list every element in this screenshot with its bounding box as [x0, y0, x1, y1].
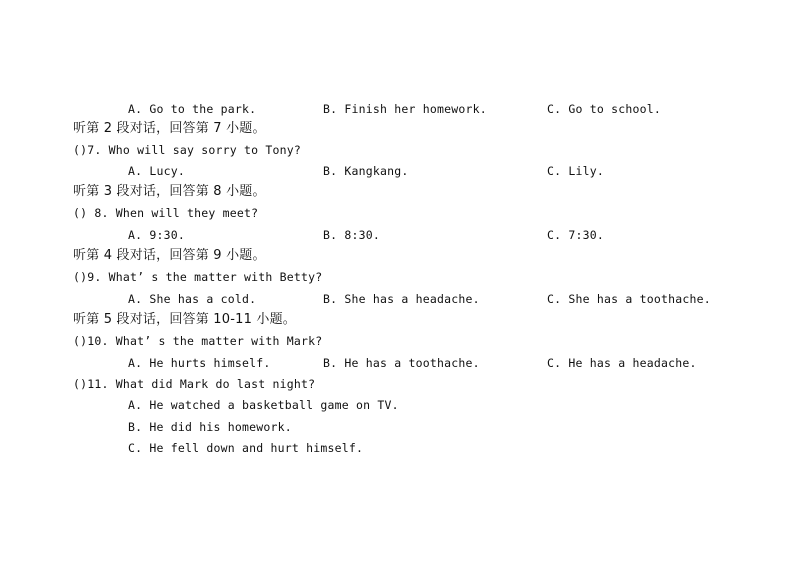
- q6-option-c: C. Go to school.: [547, 102, 661, 116]
- q9-option-c: C. She has a toothache.: [547, 292, 711, 306]
- q11-option-b: B. He did his homework.: [128, 420, 292, 434]
- q10-option-b: B. He has a toothache.: [323, 356, 480, 370]
- q6-option-a: A. Go to the park.: [128, 102, 257, 116]
- q8-option-b: B. 8:30.: [323, 228, 380, 242]
- q7-option-c: C. Lily.: [547, 164, 604, 178]
- q10-stem: ()10. What’ s the matter with Mark?: [73, 334, 323, 348]
- q7-option-b: B. Kangkang.: [323, 164, 409, 178]
- q11-option-a: A. He watched a basketball game on TV.: [128, 398, 399, 412]
- q11-stem: ()11. What did Mark do last night?: [73, 377, 316, 391]
- q8-option-c: C. 7:30.: [547, 228, 604, 242]
- q10-option-a: A. He hurts himself.: [128, 356, 271, 370]
- section-5-heading: 听第 5 段对话，回答第 10-11 小题。: [73, 312, 296, 327]
- q8-option-a: A. 9:30.: [128, 228, 185, 242]
- section-4-heading: 听第 4 段对话，回答第 9 小题。: [73, 248, 266, 263]
- q8-stem: () 8. When will they meet?: [73, 206, 259, 220]
- section-3-heading: 听第 3 段对话，回答第 8 小题。: [73, 184, 266, 199]
- section-2-heading: 听第 2 段对话，回答第 7 小题。: [73, 121, 266, 136]
- q9-stem: ()9. What’ s the matter with Betty?: [73, 270, 323, 284]
- q7-stem: ()7. Who will say sorry to Tony?: [73, 143, 301, 157]
- q11-option-c: C. He fell down and hurt himself.: [128, 441, 364, 455]
- q10-option-c: C. He has a headache.: [547, 356, 697, 370]
- q6-option-b: B. Finish her homework.: [323, 102, 487, 116]
- q7-option-a: A. Lucy.: [128, 164, 185, 178]
- q9-option-b: B. She has a headache.: [323, 292, 480, 306]
- q9-option-a: A. She has a cold.: [128, 292, 257, 306]
